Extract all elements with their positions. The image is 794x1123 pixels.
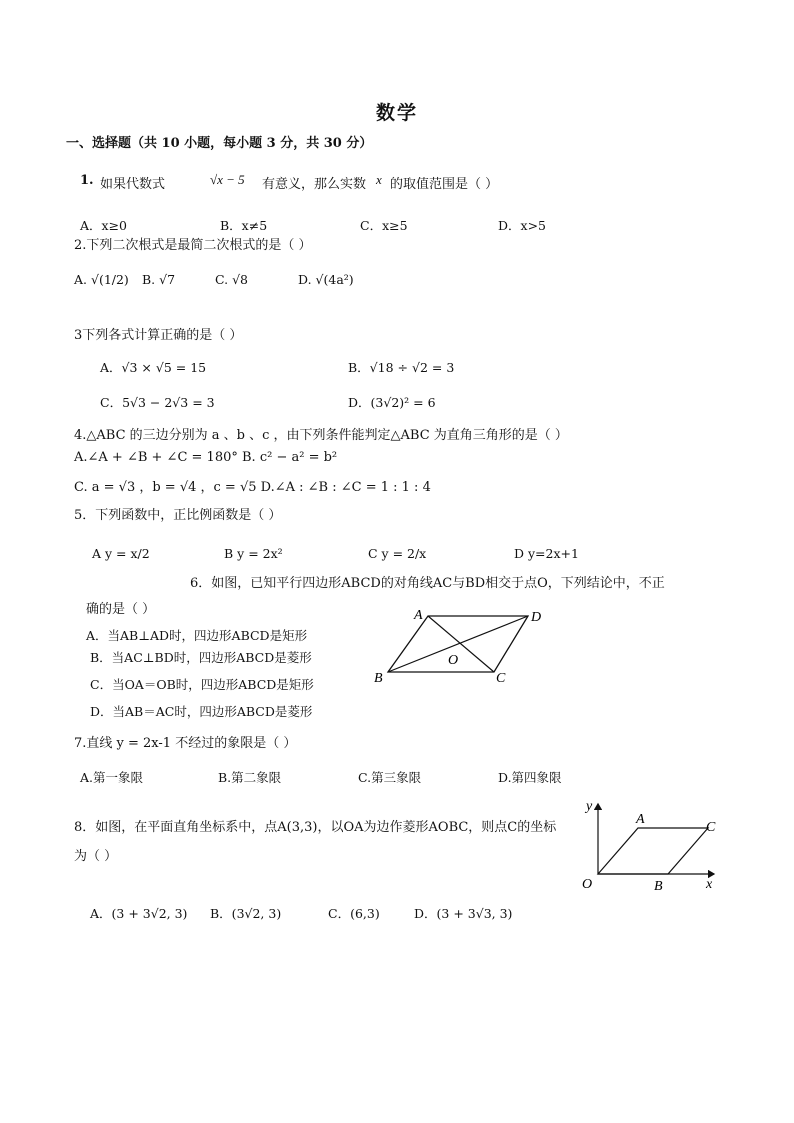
q6-label-d: D <box>531 610 542 625</box>
q5-stem: 5．下列函数中，正比例函数是（ ） <box>74 508 282 523</box>
q1-stem-b: 有意义，那么实数 <box>262 177 367 192</box>
q3-option-d: D．(3√2)² = 6 <box>348 395 436 410</box>
q1-option-d: D．x>5 <box>498 218 546 233</box>
q2-stem: 2.下列二次根式是最简二次根式的是（ ） <box>74 238 312 253</box>
q2-option-b: B. √7 <box>142 272 176 287</box>
q8-option-b: B．(3√2, 3) <box>210 906 282 921</box>
q8-stem-b: 为（ ） <box>74 849 118 864</box>
q2-option-a: A. √(1/2) <box>74 272 129 287</box>
q8-label-b: B <box>654 879 663 894</box>
q8-option-d: D．(3 + 3√3, 3) <box>414 906 513 921</box>
q3-option-b: B．√18 ÷ √2 = 3 <box>348 360 455 375</box>
diagonal-ac <box>428 616 494 672</box>
q8-label-y: y <box>586 799 593 814</box>
q6-label-c: C <box>496 671 506 686</box>
q8-coordinate-figure <box>576 798 726 896</box>
q4-options-line2: C. a = √3 ，b = √4 ，c = √5 D.∠A : ∠B : ∠C = 1 : 1 : 4 <box>74 480 431 495</box>
q2-option-c: C. √8 <box>215 272 248 287</box>
q7-stem: 7.直线 y = 2x-1 不经过的象限是（ ） <box>74 736 297 751</box>
q7-option-a: A.第一象限 <box>80 770 144 785</box>
q3-option-c: C．5√3 − 2√3 = 3 <box>100 395 215 410</box>
q4-stem: 4.△ABC 的三边分别为 a 、b 、c ，由下列条件能判定△ABC 为直角三角形的是（ ） <box>74 428 568 443</box>
q7-option-b: B.第二象限 <box>218 770 282 785</box>
q3-stem: 3下列各式计算正确的是（ ） <box>74 328 243 343</box>
q1-variable: x <box>376 172 382 187</box>
q5-option-d: D y=2x+1 <box>514 546 579 561</box>
q1-option-b: B．x≠5 <box>220 218 268 233</box>
q1-stem-a: 如果代数式 <box>100 177 166 192</box>
q6-option-a: A．当AB⊥AD时，四边形ABCD是矩形 <box>86 628 308 643</box>
q6-label-a: A <box>414 608 423 623</box>
q8-option-c: C．(6,3) <box>328 906 380 921</box>
q8-option-a: A．(3 + 3√2, 3) <box>90 906 188 921</box>
section-heading: 一、选择题（共 10 小题，每小题 3 分，共 30 分） <box>66 136 373 151</box>
q1-expression: √x − 5 <box>210 172 245 187</box>
q6-option-b: B．当AC⊥BD时，四边形ABCD是菱形 <box>90 650 312 665</box>
q1-option-a: A．x≥0 <box>80 218 128 233</box>
q5-option-a: A y = x/2 <box>92 546 150 561</box>
q8-label-a: A <box>636 812 645 827</box>
q6-label-o: O <box>448 653 459 668</box>
q1-option-c: C．x≥5 <box>360 218 408 233</box>
q6-label-b: B <box>374 671 383 686</box>
q1-number: 1. <box>80 173 94 188</box>
q7-option-d: D.第四象限 <box>498 770 562 785</box>
q6-stem-a: 6．如图，已知平行四边形ABCD的对角线AC与BD相交于点O，下列结论中，不正 <box>190 576 665 591</box>
q1-stem-c: 的取值范围是（ ） <box>390 177 499 192</box>
q6-option-c: C．当OA＝OB时，四边形ABCD是矩形 <box>90 677 314 692</box>
q8-label-x: x <box>706 877 713 892</box>
q3-option-a: A．√3 × √5 = 15 <box>100 360 207 375</box>
q8-label-c: C <box>706 820 716 835</box>
q6-parallelogram-figure <box>370 604 550 690</box>
q4-options-line1: A.∠A + ∠B + ∠C = 180° B. c² − a² = b² <box>74 450 338 465</box>
q8-label-o: O <box>582 877 593 892</box>
page-title: 数学 <box>375 102 418 124</box>
q8-stem-a: 8．如图，在平面直角坐标系中，点A(3,3)，以OA为边作菱形AOBC，则点C的坐标 <box>74 820 557 835</box>
q5-option-c: C y = 2/x <box>368 546 427 561</box>
q6-stem-b: 确的是（ ） <box>86 602 156 617</box>
rhombus-aobc <box>598 828 708 874</box>
q5-option-b: B y = 2x² <box>224 546 283 561</box>
q6-option-d: D．当AB＝AC时，四边形ABCD是菱形 <box>90 704 313 719</box>
q2-option-d: D. √(4a²) <box>298 272 354 287</box>
q7-option-c: C.第三象限 <box>358 770 422 785</box>
